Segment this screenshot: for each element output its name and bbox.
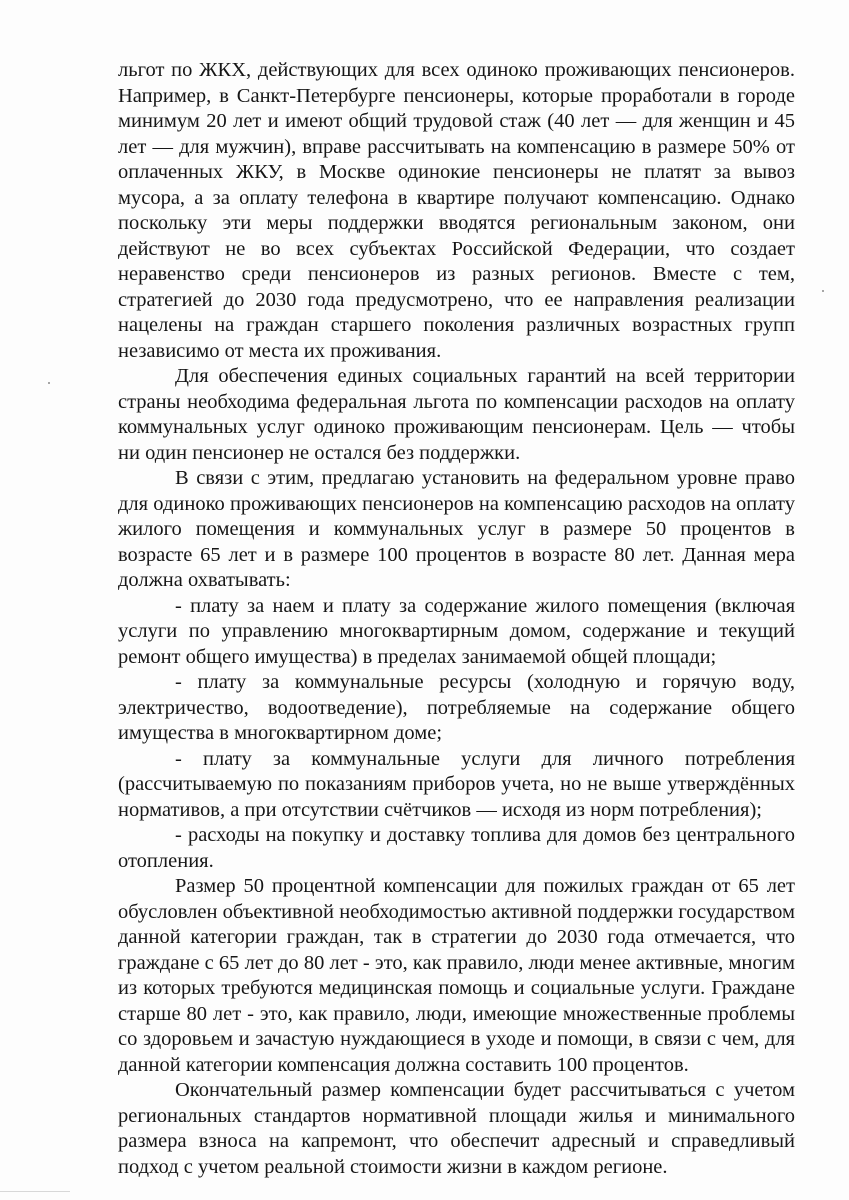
- scan-speck: [48, 382, 50, 384]
- list-item-fuel: - расходы на покупку и доставку топлива для домов без центрального отопления.: [118, 824, 795, 872]
- list-item-personal-utilities: - плату за коммунальные услуги для личного потребления (рассчитываемую по показаниям приборов учета, но не выше утверждённых нормативов, а при отсутствии счётчиков — исходя из норм потребления);: [118, 747, 795, 821]
- list-item-rent-maintenance: - плату за наем и плату за содержание жилого помещения (включая услуги по управлению многоквартирным домом, содержание и текущий ремонт общего имущества) в пределах занимаемой общей площади;: [118, 594, 795, 668]
- paragraph-regional-benefits: льгот по ЖКХ, действующих для всех одиноко проживающих пенсионеров. Например, в Санкт-Петербурге пенсионеры, которые проработали в городе минимум 20 лет и имеют общий трудовой стаж (40 лет — для женщин и 45 лет — для мужчин), вправе рассчитывать на компенсацию в размере 50% от оплаченных ЖКУ, в Москве одинокие пенсионеры не платят за вывоз мусора, а за оплату телефона в квартире получают компенсацию. Однако поскольку эти меры поддержки вводятся региональным законом, они действуют не во всех субъектах Российской Федерации, что создает неравенство среди пенсионеров из разных регионов. Вместе с тем, стратегией до 2030 года предусмотрено, что ее направления реализации нацелены на граждан старшего поколения различных возрастных групп независимо от места их проживания.: [118, 59, 795, 362]
- paragraph-compensation-rationale: Размер 50 процентной компенсации для пожилых граждан от 65 лет обусловлен объективной необходимостью активной поддержки государством данной категории граждан, так в стратегии до 2030 года отмечается, что граждане с 65 лет до 80 лет - это, как правило, люди менее активные, многим из которых требуются медицинская помощь и социальные услуги. Граждане старше 80 лет - это, как правило, люди, имеющие множественные проблемы со здоровьем и зачастую нуждающиеся в уходе и помощи, в связи с чем, для данной категории компенсация должна составить 100 процентов.: [118, 875, 795, 1076]
- paragraph-proposal: В связи с этим, предлагаю установить на федеральном уровне право для одиноко проживающих пенсионеров на компенсацию расходов на оплату жилого помещения и коммунальных услуг в размере 50 процентов в возрасте 65 лет и в размере 100 процентов в возрасте 80 лет. Данная мера должна охватывать:: [118, 467, 795, 591]
- scan-edge-line: [0, 1191, 70, 1192]
- paragraph-final-compensation: Окончательный размер компенсации будет рассчитываться с учетом региональных стандартов нормативной площади жилья и минимального размера взноса на капремонт, что обеспечит адресный и справедливый подход с учетом реальной стоимости жизни в каждом регионе.: [118, 1079, 795, 1178]
- scan-speck: [822, 290, 824, 292]
- paragraph-federal-benefit-need: Для обеспечения единых социальных гарантий на всей территории страны необходима федеральная льгота по компенсации расходов на оплату коммунальных услуг одиноко проживающим пенсионерам. Цель — чтобы ни один пенсионер не остался без поддержки.: [118, 365, 795, 464]
- list-item-common-resources: - плату за коммунальные ресурсы (холодную и горячую воду, электричество, водоотведение), потребляемые на содержание общего имущества в многоквартирном доме;: [118, 671, 795, 744]
